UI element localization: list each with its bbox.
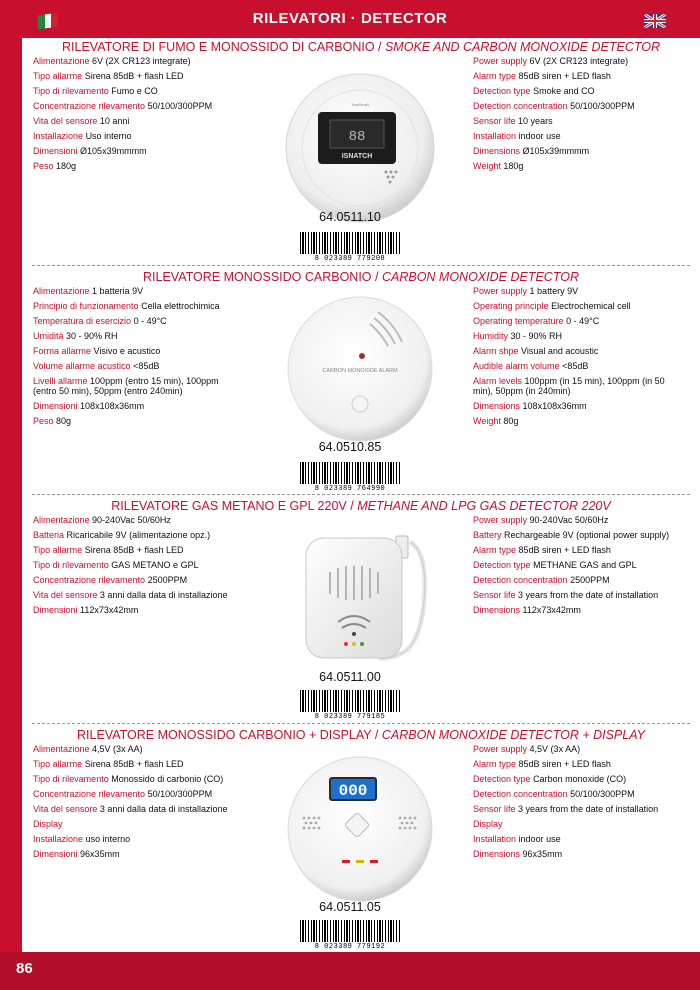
catalog-sheet xyxy=(22,38,700,952)
product-title: RILEVATORE DI FUMO E MONOSSIDO DI CARBONIO / SMOKE AND CARBON MONOXIDE DETECTOR xyxy=(62,40,660,54)
spec-row: Sensor life 3 years from the date of installation xyxy=(473,804,659,814)
spec-row: Volume allarme acustico <85dB xyxy=(33,361,160,371)
spec-row: Sensor life 3 years from the date of installation xyxy=(473,590,659,600)
spec-row: Dimensions Ø105x39mmmm xyxy=(473,146,590,156)
product-title: RILEVATORE MONOSSIDO CARBONIO + DISPLAY / CARBON MONOXIDE DETECTOR + DISPLAY xyxy=(77,728,645,742)
spec-row: Tipo allarme Sirena 85dB + flash LED xyxy=(33,759,184,769)
spec-row: Audible alarm volume <85dB xyxy=(473,361,589,371)
spec-row: Alimentazione 90-240Vac 50/60Hz xyxy=(33,515,171,525)
spec-row: Detection type Smoke and CO xyxy=(473,86,595,96)
spec-row: Forma allarme Visivo e acustico xyxy=(33,346,161,356)
specs-italian xyxy=(33,56,233,176)
spec-row: Installazione uso interno xyxy=(33,834,131,844)
specs-italian xyxy=(33,286,233,431)
spec-row: Battery Rechargeable 9V (optional power supply) xyxy=(473,530,670,540)
barcode: 8 023389 779192 xyxy=(300,920,400,950)
spec-row: Peso 180g xyxy=(33,161,77,171)
spec-row: Peso 80g xyxy=(33,416,72,426)
section-divider xyxy=(32,494,690,495)
product-code: 64.0510.85 xyxy=(318,440,382,454)
svg-text:ISNATCH: ISNATCH xyxy=(341,153,373,160)
spec-row: Display xyxy=(473,819,503,829)
spec-row: Weight 80g xyxy=(473,416,519,426)
spec-row: Alarm type 85dB siren + LED flash xyxy=(473,71,611,81)
section-divider xyxy=(32,723,690,724)
smoke-co-detector-image xyxy=(280,68,440,228)
specs-english xyxy=(473,515,673,620)
page-number: 86 xyxy=(16,960,33,977)
spec-row: Installation indoor use xyxy=(473,834,561,844)
co-detector-image xyxy=(280,294,440,444)
product-title: RILEVATORE GAS METANO E GPL 220V / METHANE AND LPG GAS DETECTOR 220V xyxy=(111,499,611,513)
spec-row: Livelli allarme 100ppm (entro 15 min), 100ppm (entro 50 min), 50ppm (entro 240min) xyxy=(33,376,219,396)
uk-flag-icon xyxy=(644,14,666,28)
spec-row: Tipo allarme Sirena 85dB + flash LED xyxy=(33,71,184,81)
spec-row: Detection concentration 2500PPM xyxy=(473,575,610,585)
spec-row: Weight 180g xyxy=(473,161,524,171)
specs-italian xyxy=(33,515,233,620)
spec-row: Alimentazione 6V (2X CR123 integrate) xyxy=(33,56,191,66)
spec-row: Alarm levels 100ppm (in 15 min), 100ppm (in 50 min), 50ppm (in 240min) xyxy=(473,376,665,396)
spec-row: Power supply 4,5V (3x AA) xyxy=(473,744,581,754)
spec-row: Operating temperature 0 - 49°C xyxy=(473,316,600,326)
spec-row: Operating principle Electrochemical cell xyxy=(473,301,631,311)
spec-row: Detection type Carbon monoxide (CO) xyxy=(473,774,627,784)
spec-row: Tipo allarme Sirena 85dB + flash LED xyxy=(33,545,184,555)
spec-row: Installation indoor use xyxy=(473,131,561,141)
specs-english xyxy=(473,56,673,176)
spec-row: Concentrazione rilevamento 50/100/300PPM xyxy=(33,789,213,799)
spec-row: Alimentazione 4,5V (3x AA) xyxy=(33,744,143,754)
spec-row: Alarm shpe Visual and acoustic xyxy=(473,346,599,356)
spec-row: Principio di funzionamento Cella elettrochimica xyxy=(33,301,220,311)
spec-row: Dimensioni 96x35mm xyxy=(33,849,120,859)
product-title: RILEVATORE MONOSSIDO CARBONIO / CARBON MONOXIDE DETECTOR xyxy=(143,270,579,284)
spec-row: Concentrazione rilevamento 2500PPM xyxy=(33,575,188,585)
spec-row: Alarm type 85dB siren + LED flash xyxy=(473,545,611,555)
spec-row: Vita del sensore 3 anni dalla data di installazione xyxy=(33,804,228,814)
spec-row: Alimentazione 1 batteria 9V xyxy=(33,286,144,296)
header-bar xyxy=(0,0,700,38)
spec-row: Tipo di rilevamento Monossido di carbonio (CO) xyxy=(33,774,224,784)
spec-row: Power supply 6V (2X CR123 integrate) xyxy=(473,56,629,66)
spec-row: Dimensioni Ø105x39mmmm xyxy=(33,146,147,156)
barcode: 8 023389 779208 xyxy=(300,232,400,262)
spec-row: Power supply 1 battery 9V xyxy=(473,286,579,296)
spec-row: Power supply 90-240Vac 50/60Hz xyxy=(473,515,609,525)
barcode: 8 023389 764990 xyxy=(300,462,400,492)
svg-text:88: 88 xyxy=(348,129,366,145)
spec-row: Sensor life 10 years xyxy=(473,116,553,126)
specs-italian xyxy=(33,744,233,864)
co-display-detector-image xyxy=(280,754,440,904)
specs-english xyxy=(473,744,673,864)
svg-text:CARBON MONOXIDE ALARM: CARBON MONOXIDE ALARM xyxy=(322,368,398,374)
spec-row: Humidity 30 - 90% RH xyxy=(473,331,563,341)
spec-row: Batteria Ricaricabile 9V (alimentazione opz.) xyxy=(33,530,211,540)
spec-row: Dimensioni 112x73x42mm xyxy=(33,605,139,615)
spec-row: Dimensioni 108x108x36mm xyxy=(33,401,145,411)
spec-row: Tipo di rilevamento GAS METANO e GPL xyxy=(33,560,199,570)
svg-text:Test/Hush: Test/Hush xyxy=(351,102,369,107)
spec-row: Installazione Uso interno xyxy=(33,131,132,141)
spec-row: Tipo di rilevamento Fumo e CO xyxy=(33,86,158,96)
product-code: 64.0511.05 xyxy=(319,900,381,914)
spec-row: Detection concentration 50/100/300PPM xyxy=(473,789,635,799)
svg-text:000: 000 xyxy=(338,782,368,800)
spec-row: Dimensions 96x35mm xyxy=(473,849,563,859)
page-title: RILEVATORI · DETECTOR xyxy=(252,10,448,27)
spec-row: Temperatura di esercizio 0 - 49°C xyxy=(33,316,167,326)
spec-row: Vita del sensore 10 anni xyxy=(33,116,130,126)
specs-english xyxy=(473,286,673,431)
spec-row: Detection type METHANE GAS and GPL xyxy=(473,560,637,570)
section-divider xyxy=(32,265,690,266)
footer-bar xyxy=(0,952,700,990)
spec-row: Dimensions 112x73x42mm xyxy=(473,605,581,615)
product-code: 64.0511.10 xyxy=(319,210,381,224)
gas-detector-image xyxy=(290,522,440,672)
spec-row: Display xyxy=(33,819,63,829)
spec-row: Dimensions 108x108x36mm xyxy=(473,401,587,411)
spec-row: Vita del sensore 3 anni dalla data di installazione xyxy=(33,590,228,600)
product-code: 64.0511.00 xyxy=(319,670,381,684)
spec-row: Concentrazione rilevamento 50/100/300PPM xyxy=(33,101,213,111)
barcode: 8 023389 779185 xyxy=(300,690,400,720)
spec-row: Alarm type 85dB siren + LED flash xyxy=(473,759,611,769)
spec-row: Umidità 30 - 90% RH xyxy=(33,331,118,341)
spec-row: Detection concentration 50/100/300PPM xyxy=(473,101,635,111)
